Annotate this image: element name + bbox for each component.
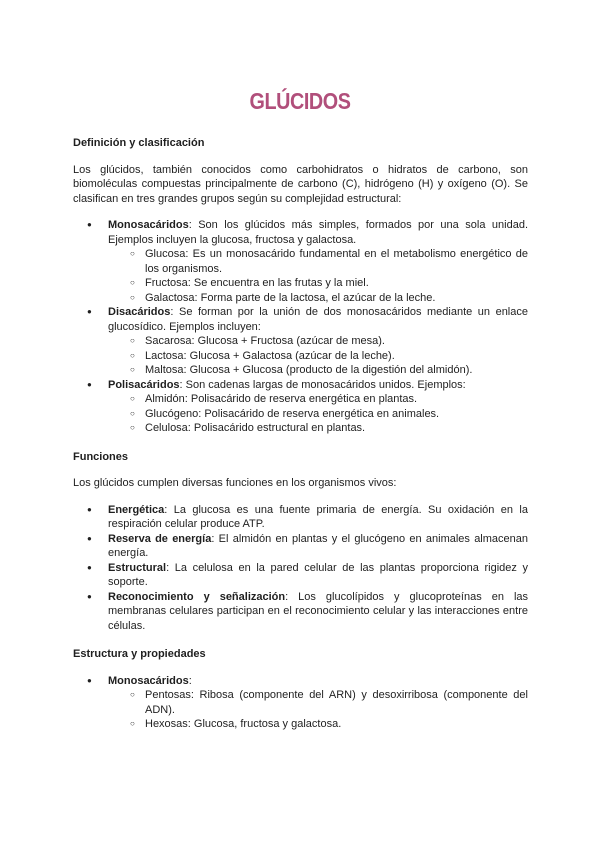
list-item xyxy=(73,378,528,436)
sub-list-item: ○ Lactosa: Glucosa + Galactosa (azúcar de la leche). xyxy=(73,349,528,364)
item-text: : La glucosa es una fuente primaria de energía. Su oxidación en la respiración celular produce ATP. xyxy=(108,503,528,530)
sub-list xyxy=(108,334,528,378)
list-item xyxy=(73,561,528,590)
term-monosacaridos-estructura: Monosacáridos xyxy=(108,674,189,687)
section-heading-funciones: Funciones xyxy=(73,450,129,463)
sub-list-item: ○ Fructosa: Se encuentra en las frutas y la miel. xyxy=(73,276,528,291)
definition-paragraph: Los glúcidos, también conocidos como carbohidratos o hidratos de carbono, son biomoléculas compuestas principalmente de carbono (C), hidrógeno (H) y oxígeno (O). Se clasifican en tres grandes grupos según su complejidad estructural: xyxy=(73,163,528,205)
term-reserva: Reserva de energía xyxy=(108,532,212,545)
functions-paragraph: Los glúcidos cumplen diversas funciones en los organismos vivos: xyxy=(73,477,397,489)
list-item xyxy=(73,218,528,305)
page-title: GLÚCIDOS xyxy=(249,88,351,114)
term-energetica: Energética xyxy=(108,503,165,516)
sub-list-item: ○ Glucógeno: Polisacárido de reserva energética en animales. xyxy=(73,407,528,422)
item-text: : Los glucolípidos y glucoproteínas en las membranas celulares participan en el reconocimiento celular y las interacciones entre células. xyxy=(108,590,528,632)
functions-list xyxy=(73,503,528,634)
section-heading-definicion: Definición y clasificación xyxy=(73,137,205,149)
term-reconocimiento: Reconocimiento y señalización xyxy=(108,590,286,603)
list-item xyxy=(73,305,528,378)
sub-list-item: ○ Sacarosa: Glucosa + Fructosa (azúcar de mesa). xyxy=(73,334,528,349)
term-monosacaridos: Monosacáridos xyxy=(108,219,189,231)
term-polisacaridos: Polisacáridos xyxy=(108,378,180,391)
item-text: : Son cadenas largas de monosacáridos unidos. Ejemplos: xyxy=(179,378,466,391)
item-text: : xyxy=(188,674,192,687)
list-item xyxy=(73,674,528,732)
term-estructural: Estructural xyxy=(108,561,167,574)
sub-list-item: ○ Celulosa: Polisacárido estructural en plantas. xyxy=(73,421,528,436)
sub-list-item: ○ Almidón: Polisacárido de reserva energética en plantas. xyxy=(73,392,528,407)
item-text: : La celulosa en la pared celular de las plantas proporciona rigidez y soporte. xyxy=(108,561,528,588)
sub-list xyxy=(108,247,528,305)
list-item xyxy=(73,532,528,561)
classification-list xyxy=(73,218,528,436)
list-item xyxy=(73,590,528,634)
sub-list-item: ○ Glucosa: Es un monosacárido fundamental en el metabolismo energético de los organismos. xyxy=(73,247,528,276)
structure-list xyxy=(73,674,528,732)
document-body xyxy=(73,136,528,732)
sub-list-item: ○ Maltosa: Glucosa + Glucosa (producto de la digestión del almidón). xyxy=(73,363,528,378)
section-heading-estructura: Estructura y propiedades xyxy=(73,648,206,660)
item-text: : Son los glúcidos más simples, formados por una sola unidad. Ejemplos incluyen la glucosa, fructosa y galactosa. xyxy=(108,219,528,246)
sub-list xyxy=(108,392,528,436)
item-text: : Se forman por la unión de dos monosacáridos mediante un enlace glucosídico. Ejemplos incluyen: xyxy=(108,306,528,333)
sub-list-item: ○ Pentosas: Ribosa (componente del ARN) y desoxirribosa (componente del ADN). xyxy=(73,688,528,717)
item-text: : El almidón en plantas y el glucógeno en animales almacenan energía. xyxy=(108,532,529,559)
term-disacaridos: Disacáridos xyxy=(108,306,171,318)
sub-list-item: ○ Galactosa: Forma parte de la lactosa, el azúcar de la leche. xyxy=(73,291,528,306)
sub-list xyxy=(108,688,528,732)
list-item xyxy=(73,503,528,532)
sub-list-item: ○ Hexosas: Glucosa, fructosa y galactosa. xyxy=(73,717,528,732)
